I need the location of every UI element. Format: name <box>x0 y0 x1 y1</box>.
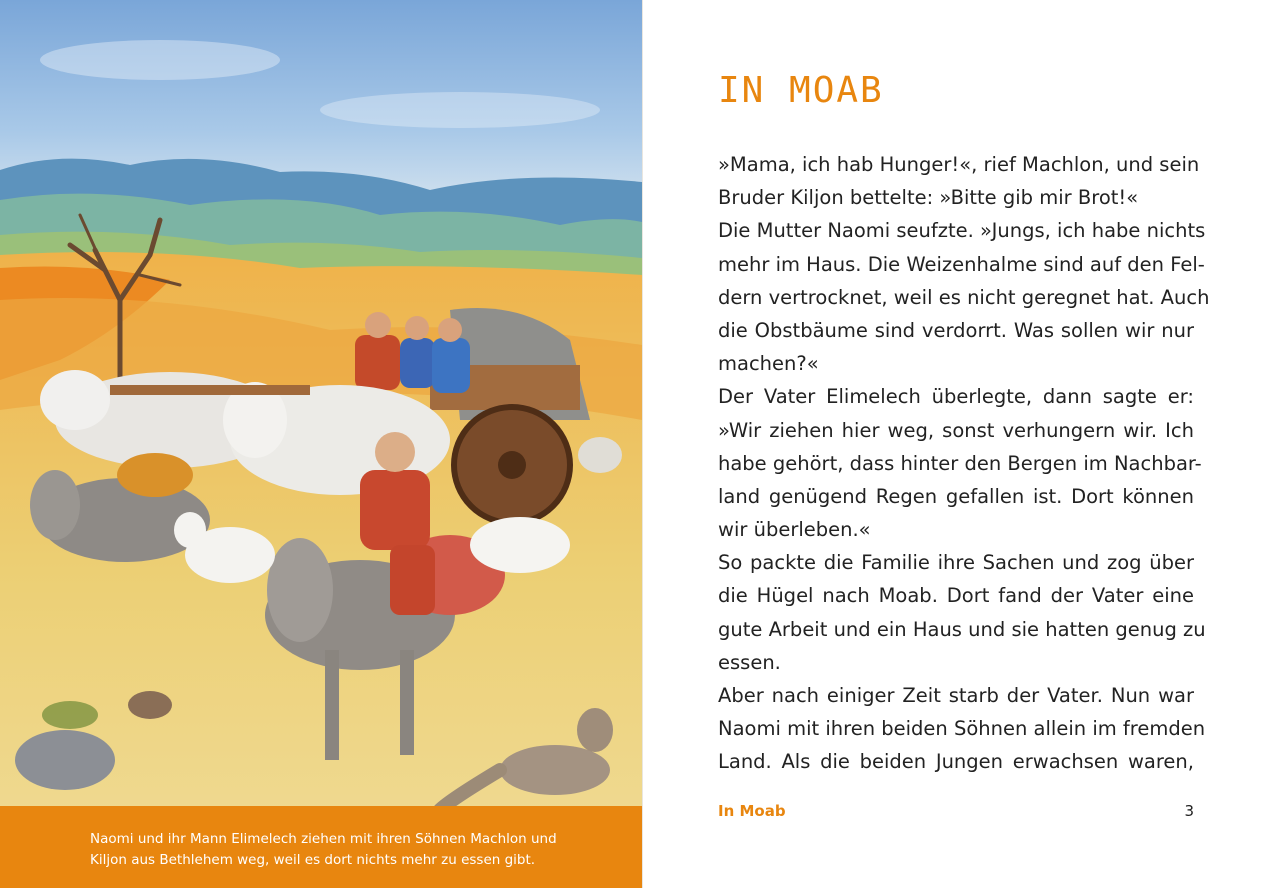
watercolor-illustration <box>0 0 642 888</box>
text-line: So packte die Familie ihre Sachen und zog über <box>718 551 1194 575</box>
text-line: mehr im Haus. Die Weizenhalme sind auf den Fel- <box>718 252 1205 276</box>
story-text <box>718 148 1210 779</box>
text-line: »Mama, ich hab Hunger!«, rief Machlon, und sein <box>718 153 1200 176</box>
text-line: land genügend Regen gefallen ist. Dort können <box>718 484 1194 508</box>
text-line: die Hügel nach Moab. Dort fand der Vater eine <box>718 584 1194 608</box>
text-line: wir überleben.« <box>718 518 871 542</box>
text-line: machen?« <box>718 352 819 376</box>
page-number: 3 <box>1184 802 1194 820</box>
text-line: Aber nach einiger Zeit starb der Vater. Nun war <box>718 684 1194 707</box>
text-line: essen. <box>718 650 781 674</box>
running-title: In Moab <box>718 802 786 820</box>
text-line: die Obstbäume sind verdorrt. Was sollen wir nur <box>718 318 1194 342</box>
family <box>355 312 470 393</box>
text-line: gute Arbeit und ein Haus und sie hatten genug zu <box>718 617 1206 641</box>
text-line: Bruder Kiljon bettelte: »Bitte gib mir Brot!« <box>718 186 1139 210</box>
text-line: Land. Als die beiden Jungen erwachsen waren, <box>718 750 1194 774</box>
text-line: Die Mutter Naomi seufzte. »Jungs, ich habe nichts <box>718 219 1206 243</box>
illustration-caption: Naomi und ihr Mann Elimelech ziehen mit ihren Söhnen Machlon und Kiljon aus Bethlehem weg, weil es dort nichts mehr zu essen gibt. <box>90 831 557 868</box>
text-line: habe gehört, dass hinter den Bergen im Nachbar- <box>718 451 1202 475</box>
illustration-page <box>0 0 642 888</box>
page-divider <box>642 0 643 888</box>
text-line: »Wir ziehen hier weg, sonst verhungern wir. Ich <box>718 418 1194 442</box>
text-line: Der Vater Elimelech überlegte, dann sagte er: <box>718 385 1194 409</box>
text-line: Naomi mit ihren beiden Söhnen allein im fremden <box>718 717 1206 741</box>
text-line: dern vertrocknet, weil es nicht geregnet hat. Auch <box>718 285 1210 309</box>
chapter-title: IN MOAB <box>718 70 884 111</box>
